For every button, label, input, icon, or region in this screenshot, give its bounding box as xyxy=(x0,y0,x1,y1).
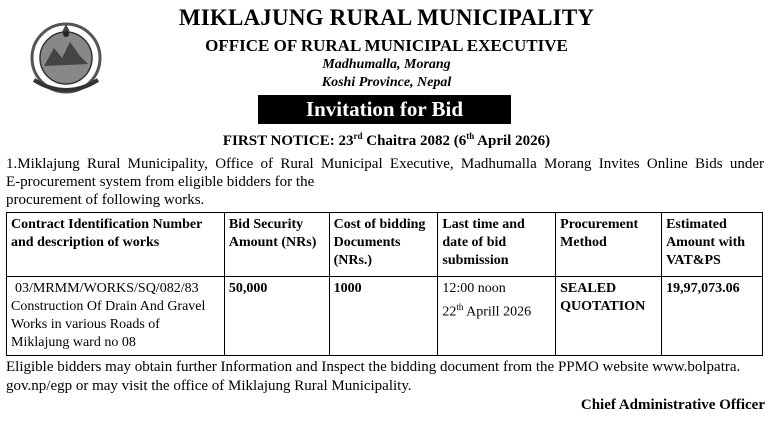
header-cost-documents: Cost of bidding Documents (NRs.) xyxy=(329,213,438,277)
contract-description: Construction Of Drain And Gravel Works in various Roads of Miklajung ward no 08 xyxy=(11,299,206,350)
cell-cost: 1000 xyxy=(329,277,438,356)
intro-line-3: procurement of following works. xyxy=(6,192,205,208)
bid-table xyxy=(6,212,763,356)
address-line-1: Madhumalla, Morang xyxy=(322,57,451,72)
table-row xyxy=(7,277,763,356)
notice-title-banner: Invitation for Bid xyxy=(258,95,511,124)
letterhead xyxy=(0,0,773,96)
submission-time: 12:00 noon xyxy=(442,281,506,296)
intro-line-2: E-procurement system from eligible bidders for the xyxy=(6,174,315,190)
header-estimated-amount: Estimated Amount with VAT&PS xyxy=(662,213,763,277)
date-prefix: 22 xyxy=(442,304,457,320)
date-suffix: Aprill 2026 xyxy=(463,304,532,320)
cell-method: SEALED QUOTATION xyxy=(556,277,662,356)
header-bid-security: Bid Security Amount (NRs) xyxy=(224,213,329,277)
notice-prefix: FIRST NOTICE: 23 xyxy=(222,133,354,149)
header-submission-time: Last time and date of bid submission xyxy=(438,213,556,277)
header-contract-id: Contract Identification Number and description of works xyxy=(7,213,225,277)
cell-submission xyxy=(438,277,556,356)
intro-paragraph xyxy=(6,155,764,209)
footer-paragraph: Eligible bidders may obtain further Information and Inspect the bidding document from the PPMO website www.bolpatra. gov.np/egp or may visit the office of Miklajung Rural Municipality. xyxy=(6,359,741,394)
cell-contract xyxy=(7,277,225,356)
cell-bid-security: 50,000 xyxy=(224,277,329,356)
intro-line-1: 1.Miklajung Rural Municipality, Office of Rural Municipal Executive, Madhumalla Morang Invites Online Bids under xyxy=(6,156,764,172)
notice-mid: Chaitra 2082 (6 xyxy=(362,133,467,149)
header-procurement-method: Procurement Method xyxy=(556,213,662,277)
date-sup: th xyxy=(456,302,464,312)
signature-title: Chief Administrative Officer xyxy=(580,397,765,413)
table-header-row xyxy=(7,213,763,277)
submission-date xyxy=(442,298,551,322)
office-name: OFFICE OF RURAL MUNICIPAL EXECUTIVE xyxy=(205,36,568,55)
cell-estimate: 19,97,073.06 xyxy=(662,277,763,356)
municipality-name: MIKLAJUNG RURAL MUNICIPALITY xyxy=(178,5,595,30)
address-line-2: Koshi Province, Nepal xyxy=(321,75,452,90)
notice-suffix: April 2026) xyxy=(474,133,551,149)
notice-sup-1: rd xyxy=(353,131,363,141)
first-notice-date xyxy=(0,131,773,150)
contract-id: 03/MRMM/WORKS/SQ/082/83 xyxy=(15,281,199,296)
notice-sup-2: th xyxy=(466,131,475,141)
